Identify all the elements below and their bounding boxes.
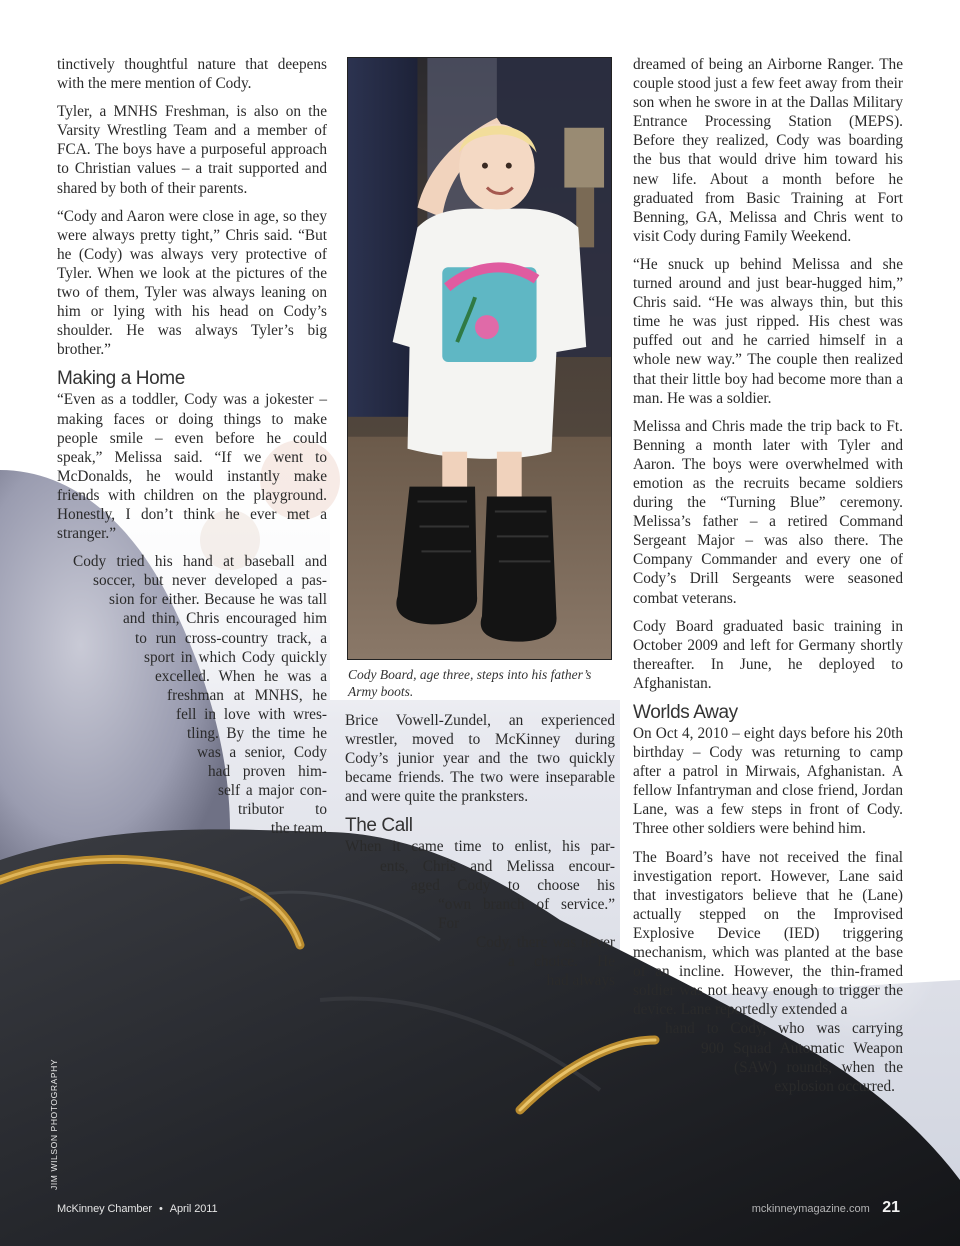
col3-paragraph-3: Melissa and Chris made the trip back to Ft. Benning a month later with Tyler and Aaron. The boys were overwhelmed with emotion as the recruits became soldiers during the “Turning Blue” ceremony. Melissa’s father – a retired Command Sergeant Major – was also there. The Company Commander and every one of Cody’s Drill Sergeants were seasoned combat veterans. (633, 417, 903, 607)
col1-paragraph-5 (57, 552, 327, 838)
text-line: hand to Cody, who was carrying (665, 1020, 903, 1038)
col3-paragraph-2: “He snuck up behind Melissa and she turned around and just bear-hugged him,” Chris said. “He was always thin, but this time he was just ripped. His chest was puffed out and he carried himself in a whole new way.” The couple then realized that their little boy had become more than a man. He was a soldier. (633, 255, 903, 407)
text-line: 900 Squad Automatic Weapon (701, 1039, 903, 1057)
col3-paragraph-5: On Oct 4, 2010 – eight days before his 20th birthday – Cody was returning to camp after a patrol in Mirwais, Afghanistan. A fellow Infantryman and close friend, Jordan Lane, was a few steps in front of Cody. Three other soldiers were behind him. (633, 725, 903, 838)
text-line: tributor to (238, 801, 327, 819)
footer-page-info (752, 1199, 900, 1217)
text-line: and thin, Chris encouraged him (123, 610, 327, 628)
text-line: “own branch of service.” For (438, 895, 615, 932)
text-line: excelled. When he was a (155, 667, 327, 685)
col3-paragraph-6: The Board’s have not received the final investigation report. However, Lane said that investigators believe that he (Lane) actually stepped on the Improvised Explosive Device (IED) triggering mechanism, which was planted at the base of an incline. However, the thin-framed soldier was not heavy enough to trigger the device. Lane reportedly extended a (633, 848, 903, 1019)
text-line: had proven him- (208, 763, 327, 781)
column-2 (345, 711, 615, 990)
website-link[interactable]: mckinneymagazine.com (751, 1203, 870, 1215)
col2-paragraph-1: Brice Vowell-Zundel, an experienced wrestler, moved to McKinney during Cody’s junior year and the two quickly became friends. The two were inseparable and were quite the pranksters. (345, 712, 615, 806)
col1-paragraph-4: “Even as a toddler, Cody was a jokester – making faces or doing things to make people smile – even before he could speak,” Melissa said. “If we went to McDonalds, he would instantly make friends with children on the playground. Honestly, I don’t think he ever met a stranger.” (57, 391, 327, 543)
section-heading-the-call: The Call (345, 815, 413, 837)
col1-paragraph-1: tinctively thoughtful nature that deepens with the mere mention of Cody. (57, 56, 327, 93)
column-1 (57, 55, 327, 839)
col1-paragraph-3: “Cody and Aaron were close in age, so they were always pretty tight,” Chris said. “But he (Cody) was always very protective of Tyler. When we look at the pictures of the two of them, Tyler was always leaning on him or lying with his head on Cody’s shoulder. He was always Tyler’s big brother.” (57, 207, 327, 359)
publication-name: McKinney Chamber (57, 1203, 152, 1215)
text-line: tling. By the time he (187, 725, 327, 742)
footer-separator: • (159, 1203, 163, 1215)
text-line: the team. (270, 820, 327, 838)
col1-paragraph-2: Tyler, a MNHS Freshman, is also on the Varsity Wrestling Team and a member of FCA. The boys have a purposeful approach to Christian values – a trait supported and shared by both of their parents. (57, 103, 327, 197)
text-line: explosion occurred. (774, 1077, 895, 1095)
child-in-boots-photo (347, 57, 612, 660)
text-line: ents, Chris and Melissa encour- (380, 857, 615, 875)
text-line: was a senior, Cody (197, 744, 327, 762)
text-line: When it came time to enlist, his par- (345, 838, 615, 856)
text-line: freshman at MNHS, he (167, 686, 327, 704)
footer-publication (57, 1203, 217, 1215)
text-line: to run cross-country track, a (135, 629, 327, 647)
text-line: had always (546, 972, 615, 990)
text-line: sion for either. Because he was tall (109, 591, 327, 609)
col3-paragraph-6-end (633, 1019, 903, 1095)
text-line: a choice. He (508, 953, 615, 971)
section-heading-making-a-home: Making a Home (57, 368, 185, 390)
text-line: self a major con- (218, 782, 327, 800)
col3-paragraph-4: Cody Board graduated basic training in October 2009 and left for Germany shortly thereafter. In June, he deployed to Afghanistan. (633, 617, 903, 692)
photo-caption: Cody Board, age three, steps into his father’s Army boots. (348, 667, 592, 699)
text-line: aged Cody to choose his (411, 876, 615, 894)
section-heading-worlds-away: Worlds Away (633, 702, 738, 723)
col2-paragraph-2 (345, 837, 615, 990)
text-line: fell in love with wres- (176, 705, 327, 723)
text-line: sport in which Cody quickly (144, 648, 327, 666)
col3-paragraph-1: dreamed of being an Airborne Ranger. The couple stood just a few feet away from their son when he swore in at the Dallas Military Entrance Processing Station (MEPS). Before they realized, Cody was boarding the bus that would drive him toward his new life. About a month before he graduated from Basic Training at Fort Benning, GA, Melissa and Chris went to visit Cody during Family Weekend. (633, 56, 903, 245)
text-line: Cody tried his hand at baseball and (73, 553, 327, 571)
page-number: 21 (882, 1199, 900, 1216)
photo-credit: JIM WILSON PHOTOGRAPHY (49, 1058, 59, 1190)
text-line: Cody, there was never (476, 933, 615, 951)
text-line: soccer, but never developed a pas- (93, 572, 327, 590)
column-3 (633, 55, 903, 1096)
issue-date: April 2011 (169, 1203, 218, 1215)
text-line: (SAW) rounds, when the (734, 1058, 903, 1076)
